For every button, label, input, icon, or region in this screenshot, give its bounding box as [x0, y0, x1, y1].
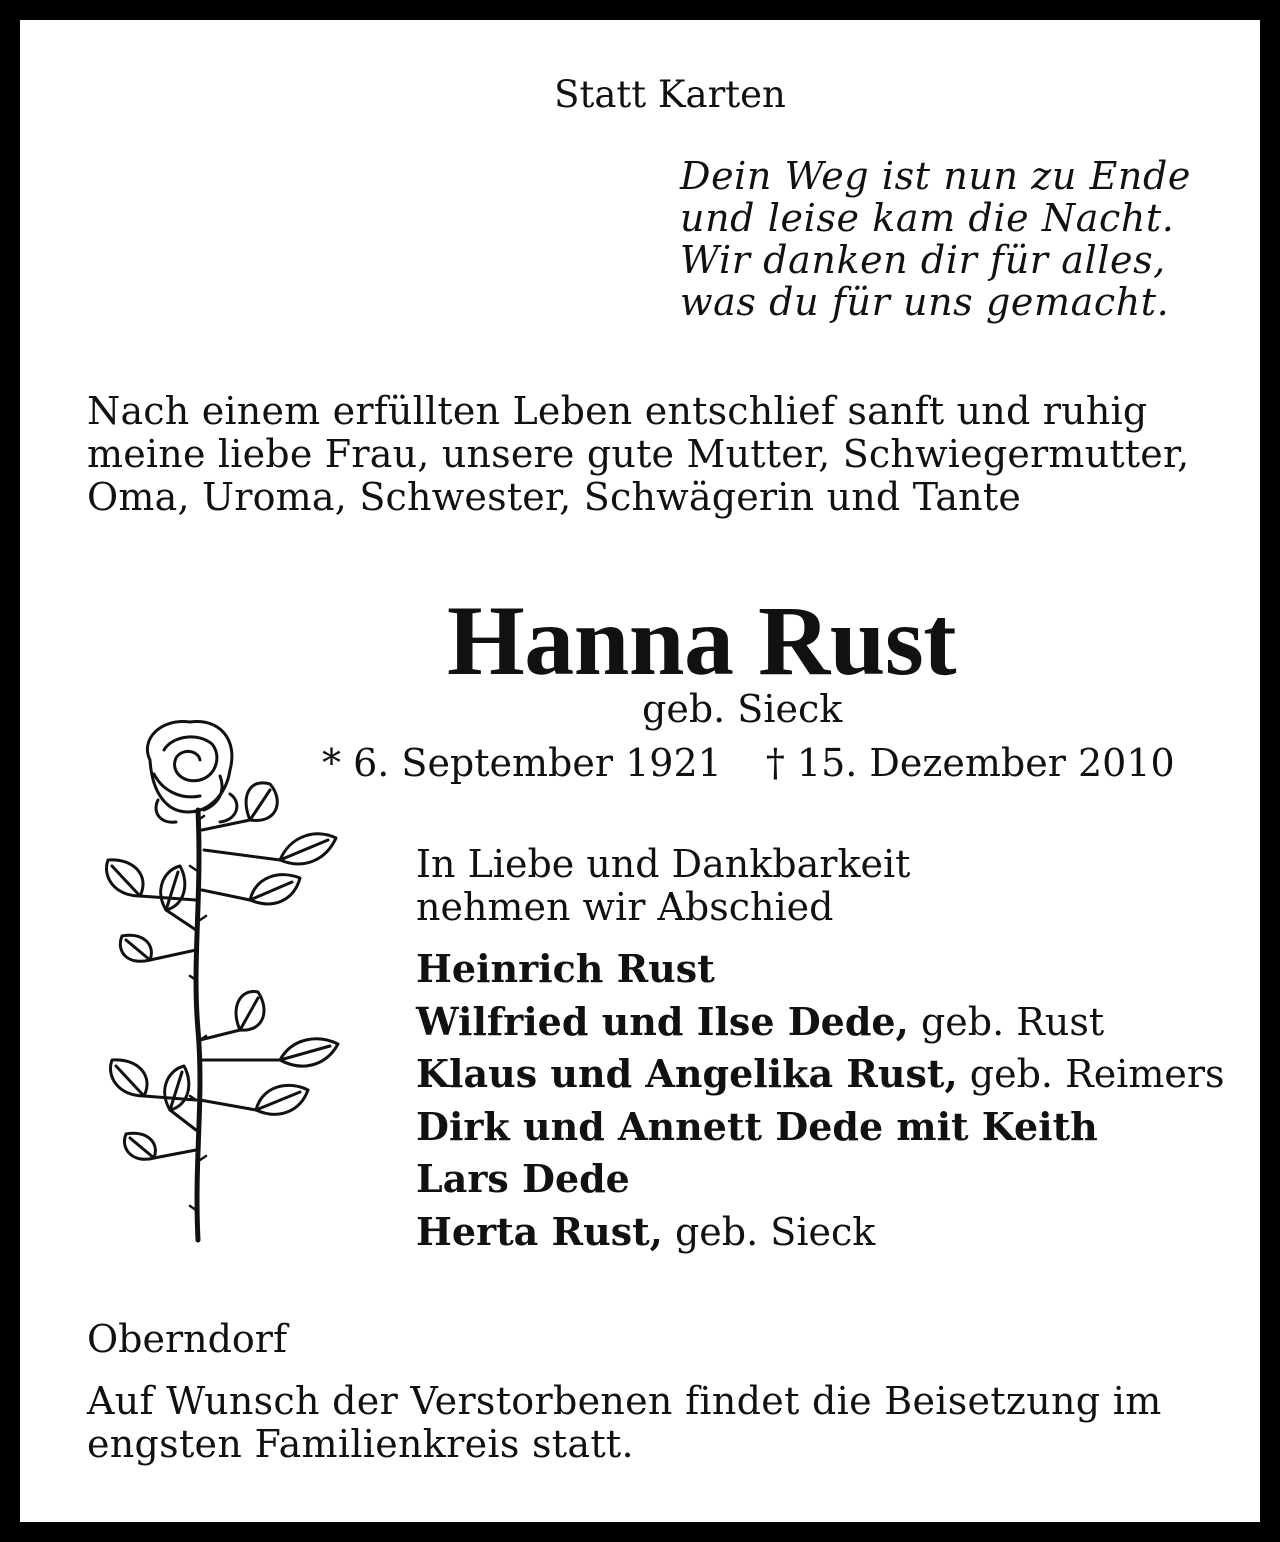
- mourner-name: Dirk und Annett Dede mit Keith: [416, 1103, 1098, 1149]
- intro-line: meine liebe Frau, unsere gute Mutter, Schwiegermutter,: [87, 432, 1190, 476]
- poem-line: und leise kam die Nacht.: [680, 196, 1175, 240]
- intro-text: [87, 390, 1189, 519]
- mourners-list: [416, 942, 1225, 1257]
- mourner-entry: [416, 1047, 1225, 1100]
- header-text: Statt Karten: [554, 73, 786, 116]
- mourner-maiden-name: geb. Reimers: [969, 1052, 1225, 1096]
- intro-line: Nach einem erfüllten Leben entschlief sanft und ruhig: [87, 389, 1148, 433]
- poem-line: Dein Weg ist nun zu Ende: [680, 154, 1192, 198]
- mourner-name: Herta Rust,: [416, 1208, 663, 1254]
- mourner-maiden-name: geb. Rust: [920, 999, 1105, 1044]
- intro-line: Oma, Uroma, Schwester, Schwägerin und Tante: [87, 475, 1022, 519]
- notice-header: [20, 72, 1260, 118]
- poem: [680, 155, 1191, 323]
- mourner-entry: [416, 1100, 1225, 1153]
- place-name: Oberndorf: [87, 1317, 288, 1361]
- mourner-entry: [416, 1152, 1225, 1205]
- burial-line: Auf Wunsch der Verstorbenen findet die Beisetzung im: [87, 1379, 1162, 1423]
- deceased-name: Hanna Rust: [447, 585, 957, 696]
- mourner-maiden-name: geb. Sieck: [674, 1209, 876, 1254]
- burial-note: [87, 1380, 1162, 1466]
- life-dates: [322, 740, 1175, 786]
- death-date: † 15. Dezember 2010: [765, 741, 1175, 785]
- mourner-entry: [416, 995, 1225, 1048]
- mourner-name: Heinrich Rust: [416, 946, 715, 991]
- rose-icon: [80, 700, 360, 1260]
- poem-line: Wir danken dir für alles,: [680, 238, 1166, 282]
- birth-date: * 6. September 1921: [322, 741, 722, 785]
- mourner-name: Wilfried und Ilse Dede,: [416, 998, 909, 1044]
- maiden-name: geb. Sieck: [642, 687, 843, 731]
- burial-line: engsten Familienkreis statt.: [87, 1422, 634, 1466]
- mourner-name: Lars Dede: [416, 1156, 630, 1201]
- poem-line: was du für uns gemacht.: [680, 280, 1170, 324]
- mourner-entry: [416, 942, 1225, 995]
- farewell-line: In Liebe und Dankbarkeit: [416, 842, 911, 886]
- mourner-entry: [416, 1205, 1225, 1258]
- farewell-line: nehmen wir Abschied: [416, 885, 834, 929]
- mourner-name: Klaus und Angelika Rust,: [416, 1051, 958, 1096]
- farewell-text: [416, 843, 910, 929]
